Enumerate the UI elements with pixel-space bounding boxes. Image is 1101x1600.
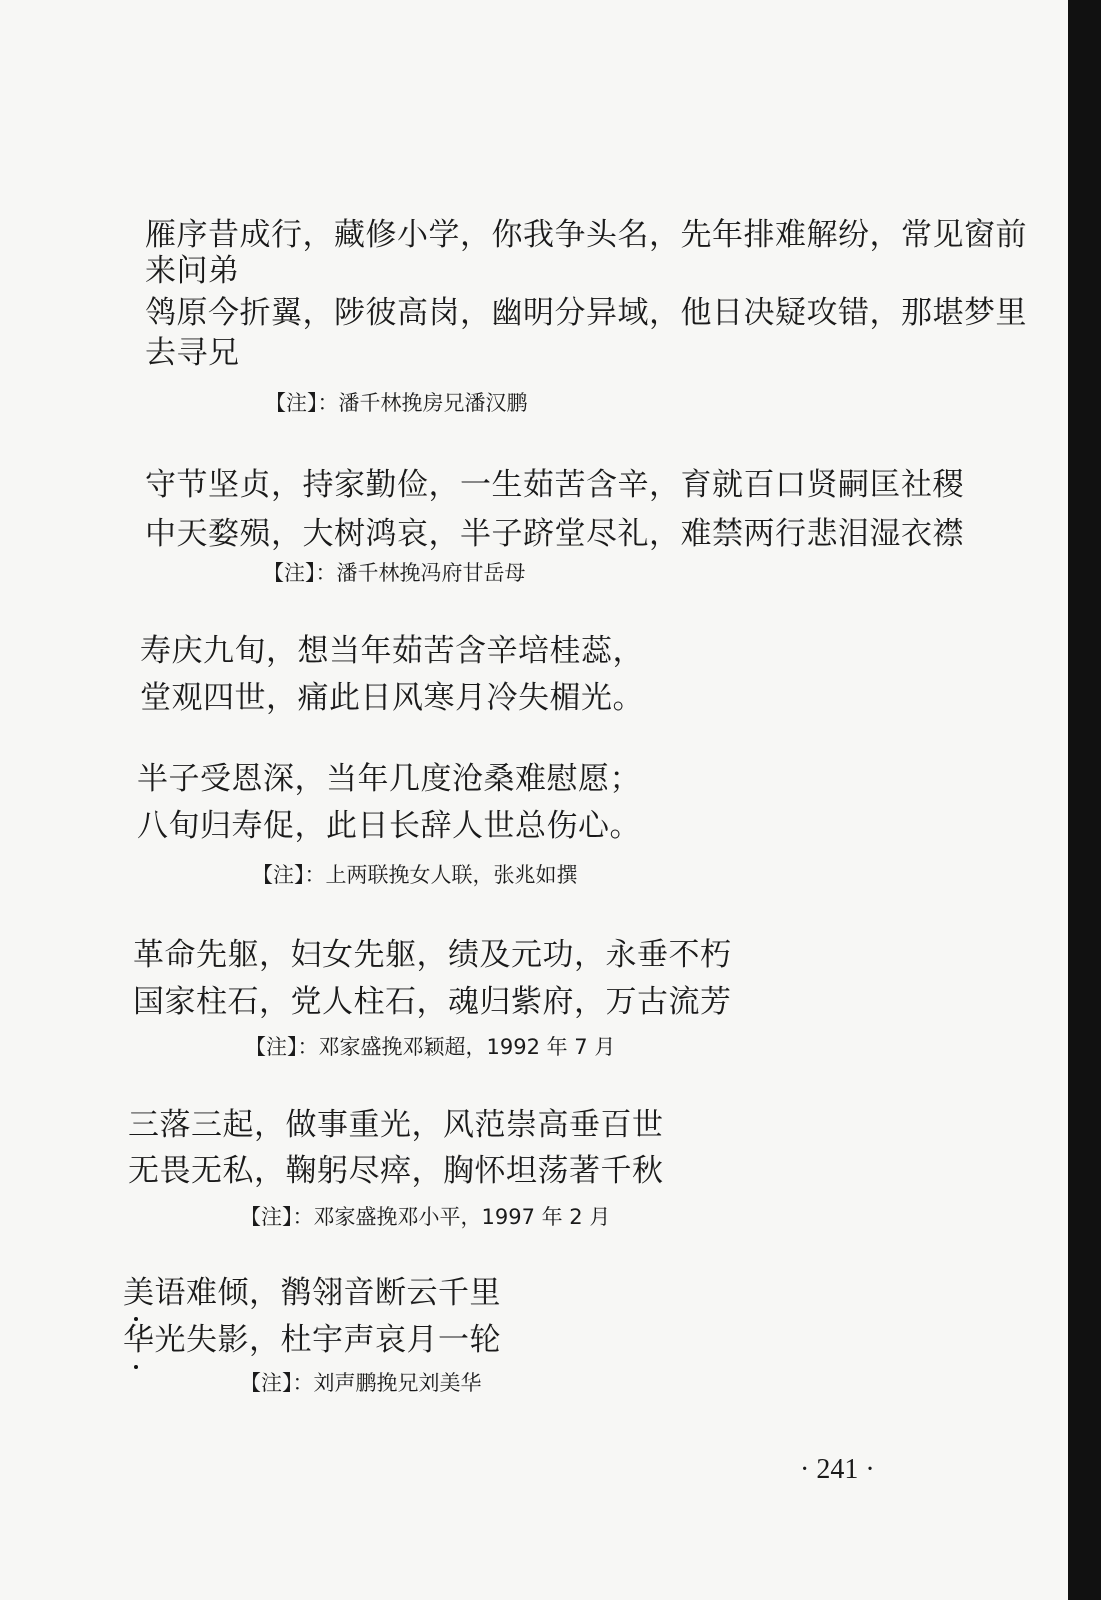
couplet-line: 半子受恩深，当年几度沧桑难慰愿； [137, 761, 641, 797]
annotation-note: 【注】：潘千林挽房兄潘汉鹏 [265, 391, 528, 415]
annotation-note: 【注】：上两联挽女人联，张兆如撰 [252, 863, 578, 887]
couplet-line: 美语难倾，鹡翎音断云千里 [123, 1275, 501, 1311]
couplet-line: 雁序昔成行，藏修小学，你我争头名，先年排难解纷，常见窗前 [145, 217, 1027, 253]
couplet-line: 无畏无私，鞠躬尽瘁，胸怀坦荡著千秋 [128, 1153, 664, 1189]
page-edge-shadow [1068, 0, 1101, 1600]
couplet-line: 中天婺殒，大树鸿哀，半子跻堂尽礼，难禁两行悲泪湿衣襟 [145, 516, 964, 552]
couplet-line: 堂观四世，痛此日风寒月冷失楣光。 [140, 680, 644, 716]
couplet-line: 三落三起，做事重光，风范崇高垂百世 [128, 1107, 664, 1143]
annotation-note: 【注】：邓家盛挽邓颖超，1992 年 7 月 [245, 1035, 616, 1059]
couplet-line: 华光失影，杜宇声哀月一轮 [123, 1322, 501, 1358]
emphasis-dot [134, 1365, 138, 1369]
couplet-line: 守节坚贞，持家勤俭，一生茹苦含辛，育就百口贤嗣匡社稷 [145, 467, 964, 503]
couplet-line: 革命先躯，妇女先躯，绩及元功，永垂不朽 [133, 937, 732, 973]
couplet-line: 八旬归寿促，此日长辞人世总伤心。 [137, 808, 641, 844]
couplet-line: 去寻兄 [145, 335, 240, 371]
annotation-note: 【注】：潘千林挽冯府甘岳母 [263, 561, 526, 585]
annotation-note: 【注】：邓家盛挽邓小平，1997 年 2 月 [240, 1205, 611, 1229]
annotation-note: 【注】：刘声鹏挽兄刘美华 [240, 1371, 482, 1395]
couplet-line: 寿庆九旬，想当年茹苦含辛培桂蕊， [140, 633, 644, 669]
couplet-line: 来问弟 [145, 253, 240, 289]
couplet-line: 鸰原今折翼，陟彼高岗，幽明分异域，他日决疑攻错，那堪梦里 [145, 295, 1027, 331]
couplet-line: 国家柱石，党人柱石，魂归紫府，万古流芳 [133, 984, 732, 1020]
page-number: · 241 · [800, 1454, 875, 1485]
